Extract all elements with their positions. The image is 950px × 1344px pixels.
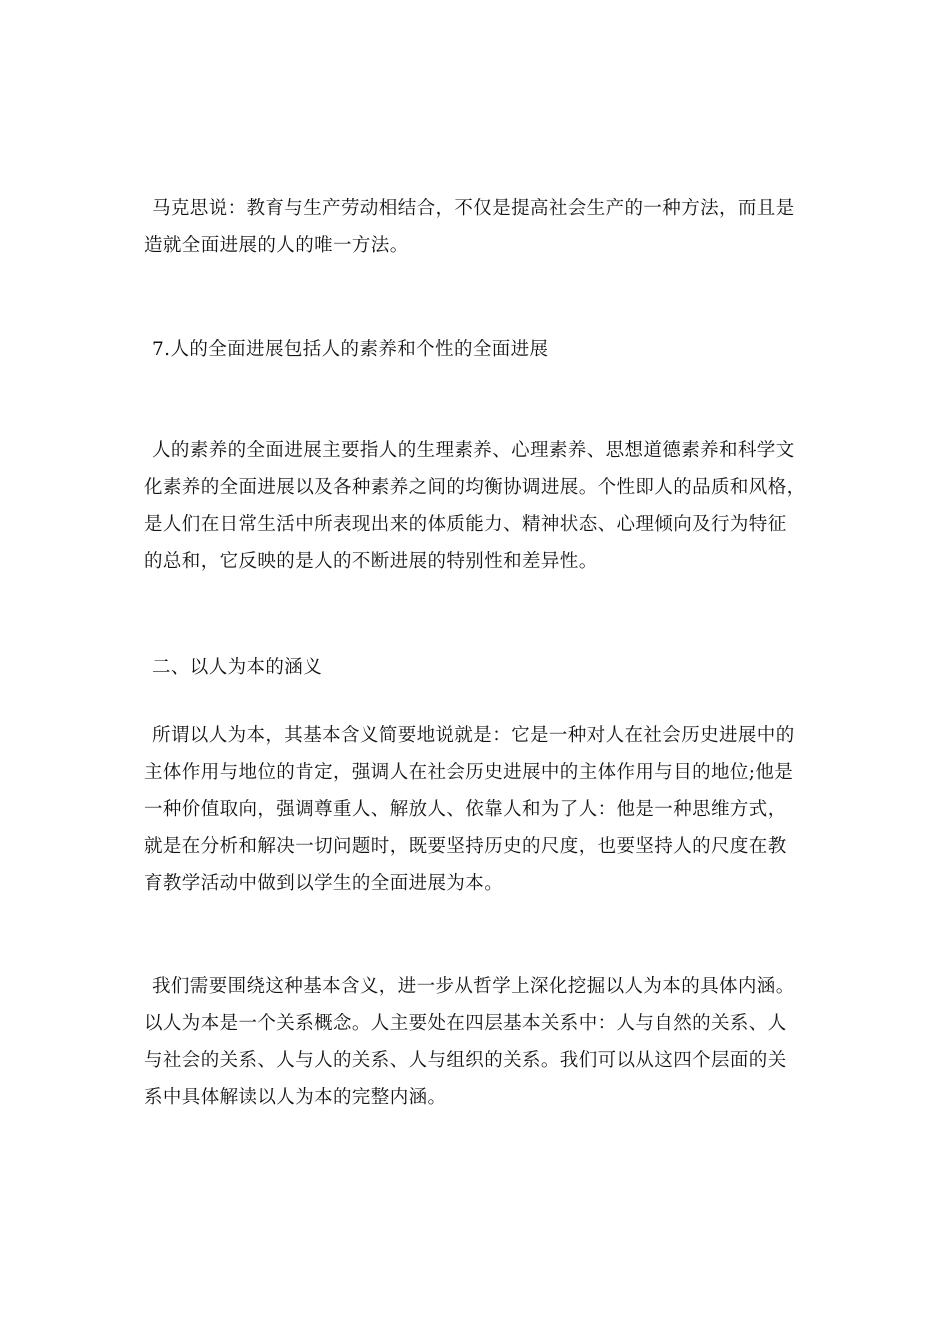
- text-line: 主体作用与地位的肯定，强调人在社会历史进展中的主体作用与目的地位;他是: [144, 762, 794, 783]
- text-line: 一种价值取向，强调尊重人、解放人、依靠人和为了人：他是一种思维方式，: [144, 799, 787, 820]
- text-line: 造就全面进展的人的唯一方法。: [144, 235, 409, 256]
- text-line: 的总和，它反映的是人的不断进展的特别性和差异性。: [144, 551, 598, 572]
- paragraph-quality-personality: [144, 432, 808, 580]
- heading-text: 二、以人为本的涵义: [152, 657, 323, 678]
- text-line: 我们需要围绕这种基本含义，进一步从哲学上深化挖掘以人为本的具体内涵。: [152, 976, 795, 997]
- text-line: 就是在分析和解决一切问题时，既要坚持历史的尺度，也要坚持人的尺度在教: [144, 836, 787, 857]
- text-line: 所谓以人为本，其基本含义简要地说就是：它是一种对人在社会历史进展中的: [152, 725, 795, 746]
- text-line: 化素养的全面进展以及各种素养之间的均衡协调进展。个性即人的品质和风格，: [144, 477, 806, 498]
- section-heading-2: [144, 649, 808, 686]
- text-line: 是人们在日常生活中所表现出来的体质能力、精神状态、心理倾向及行为特征: [144, 514, 787, 535]
- text-line: 马克思说：教育与生产劳动相结合，不仅是提高社会生产的一种方法，而且是: [152, 198, 795, 219]
- text-line: 与社会的关系、人与人的关系、人与组织的关系。我们可以从这四个层面的关: [144, 1050, 787, 1071]
- paragraph-people-oriented-meaning: [144, 717, 808, 902]
- text-line: 系中具体解读以人为本的完整内涵。: [144, 1087, 447, 1108]
- text-line: 以人为本是一个关系概念。人主要处在四层基本关系中：人与自然的关系、人: [144, 1013, 787, 1034]
- text-line: 人的素养的全面进展主要指人的生理素养、心理素养、思想道德素养和科学文: [152, 440, 795, 461]
- heading-text: 7.人的全面进展包括人的素养和个性的全面进展: [152, 339, 549, 360]
- text-line: 育教学活动中做到以学生的全面进展为本。: [144, 873, 504, 894]
- paragraph-marx-quote: [144, 190, 808, 264]
- paragraph-relations: [144, 968, 808, 1116]
- section-heading-7: [144, 331, 808, 368]
